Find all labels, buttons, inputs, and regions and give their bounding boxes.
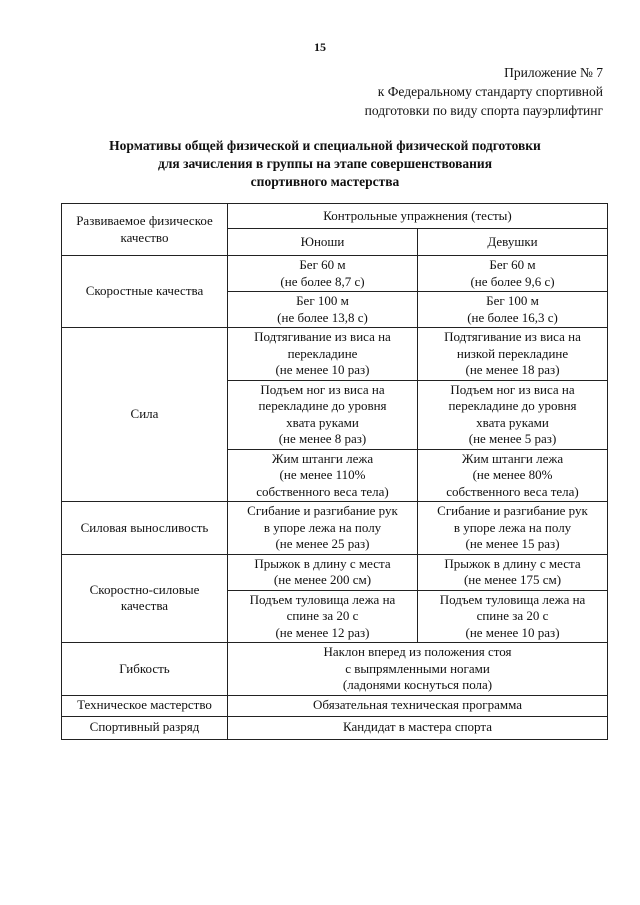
cell-line: с выпрямленными ногами xyxy=(345,660,490,676)
cell-line: Подтягивание из виса на xyxy=(444,329,581,344)
boys-norm-cell xyxy=(228,590,418,643)
table-body xyxy=(62,256,608,740)
header-boys-cell: Юноши xyxy=(228,229,418,256)
table-row xyxy=(62,643,608,696)
quality-cell: Силовая выносливость xyxy=(62,502,228,555)
title-line-2: для зачисления в группы на этапе совершенствования xyxy=(158,156,492,171)
quality-cell: Техническое мастерство xyxy=(62,695,228,716)
cell-line: (не менее 18 раз) xyxy=(465,362,560,377)
page-number: 15 xyxy=(314,40,326,54)
document-title xyxy=(60,137,590,191)
cell-line: Подтягивание из виса на xyxy=(254,329,391,344)
cell-line: Бег 60 м xyxy=(299,257,346,272)
boys-norm-cell xyxy=(228,380,418,449)
table-row xyxy=(62,554,608,590)
cell-line: Жим штанги лежа xyxy=(461,450,564,466)
cell-line: собственного веса тела) xyxy=(446,483,579,499)
cell-line: Подъем туловища лежа на xyxy=(249,591,396,607)
cell-line: Прыжок в длину с места xyxy=(444,555,581,571)
cell-line: (не менее 5 раз) xyxy=(468,431,557,446)
girls-norm-cell xyxy=(418,449,608,502)
cell-line: (не менее 175 см) xyxy=(463,572,562,587)
cell-line: Жим штанги лежа xyxy=(271,450,374,466)
cell-line: Наклон вперед из положения стоя xyxy=(323,644,512,659)
table-row xyxy=(62,716,608,739)
quality-cell: Скоростные качества xyxy=(62,256,228,328)
girls-norm-cell xyxy=(418,256,608,292)
cell-line: хвата руками xyxy=(476,414,549,430)
girls-norm-cell xyxy=(418,380,608,449)
boys-norm-cell xyxy=(228,502,418,555)
standards-table xyxy=(61,203,608,740)
cell-line: Бег 100 м xyxy=(296,293,349,308)
appendix-line-2: к Федеральному стандарту спортивной xyxy=(377,84,603,99)
table-row xyxy=(62,328,608,381)
cell-line: (не более 9,6 с) xyxy=(470,273,555,289)
header-quality-cell: Развиваемое физическое качество xyxy=(62,204,228,256)
girls-norm-cell xyxy=(418,292,608,328)
cell-line: (не менее 10 раз) xyxy=(465,624,560,640)
cell-line: Бег 100 м xyxy=(486,293,539,308)
cell-line: (не менее 8 раз) xyxy=(278,431,367,446)
boys-norm-cell xyxy=(228,554,418,590)
cell-line: в упоре лежа на полу xyxy=(263,519,382,535)
cell-line: Подъем ног из виса на xyxy=(450,381,575,397)
quality-cell: Гибкость xyxy=(62,643,228,696)
cell-line: спине за 20 с xyxy=(286,608,359,623)
cell-line: Сгибание и разгибание рук xyxy=(247,503,398,518)
cell-line: Бег 60 м xyxy=(489,257,536,272)
girls-norm-cell xyxy=(418,502,608,555)
appendix-line-3: подготовки по виду спорта пауэрлифтинг xyxy=(364,103,603,118)
boys-norm-cell xyxy=(228,328,418,381)
title-line-1: Нормативы общей физической и специальной физической подготовки xyxy=(109,138,541,153)
rank-norm-cell: Кандидат в мастера спорта xyxy=(228,716,608,739)
boys-norm-cell xyxy=(228,449,418,502)
quality-cell: Спортивный разряд xyxy=(62,716,228,739)
cell-line: в упоре лежа на полу xyxy=(453,519,572,535)
title-line-3: спортивного мастерства xyxy=(250,174,400,189)
cell-line: Сгибание и разгибание рук xyxy=(437,503,588,518)
table-row xyxy=(62,256,608,292)
cell-line: низкой перекладине xyxy=(456,345,569,361)
header-girls-cell: Девушки xyxy=(418,229,608,256)
girls-norm-cell xyxy=(418,554,608,590)
cell-line: (не менее 200 см) xyxy=(273,572,372,587)
boys-norm-cell xyxy=(228,292,418,328)
appendix-heading xyxy=(365,63,603,120)
girls-norm-cell xyxy=(418,590,608,643)
cell-line: (ладонями коснуться пола) xyxy=(342,677,493,692)
header-tests-cell: Контрольные упражнения (тесты) xyxy=(228,204,608,229)
cell-line: хвата руками xyxy=(286,414,359,430)
cell-line: (не менее 110% xyxy=(279,467,366,482)
cell-line: (не более 16,3 с) xyxy=(467,309,558,325)
cell-line: (не менее 15 раз) xyxy=(465,536,560,551)
table-header-row xyxy=(62,204,608,229)
cell-line: (не менее 25 раз) xyxy=(275,536,370,551)
quality-cell: Сила xyxy=(62,328,228,502)
cell-line: (не менее 12 раз) xyxy=(275,624,370,640)
technical-norm-cell: Обязательная техническая программа xyxy=(228,695,608,716)
cell-line: перекладине до уровня xyxy=(448,398,577,413)
cell-line: (не более 13,8 с) xyxy=(277,309,368,325)
flexibility-norm-cell xyxy=(228,643,608,696)
quality-cell: Скоростно-силовые качества xyxy=(62,554,228,643)
cell-line: перекладине до уровня xyxy=(258,398,387,413)
boys-norm-cell xyxy=(228,256,418,292)
appendix-line-1: Приложение № 7 xyxy=(504,65,603,80)
table-row xyxy=(62,502,608,555)
cell-line: Подъем ног из виса на xyxy=(260,381,385,397)
cell-line: собственного веса тела) xyxy=(256,483,389,499)
table-row xyxy=(62,695,608,716)
cell-line: перекладине xyxy=(287,345,358,361)
cell-line: Подъем туловища лежа на xyxy=(439,591,586,607)
cell-line: Прыжок в длину с места xyxy=(254,555,391,571)
cell-line: спине за 20 с xyxy=(476,608,549,623)
cell-line: (не более 8,7 с) xyxy=(280,273,365,289)
cell-line: (не менее 10 раз) xyxy=(275,362,370,377)
girls-norm-cell xyxy=(418,328,608,381)
cell-line: (не менее 80% xyxy=(472,467,553,482)
